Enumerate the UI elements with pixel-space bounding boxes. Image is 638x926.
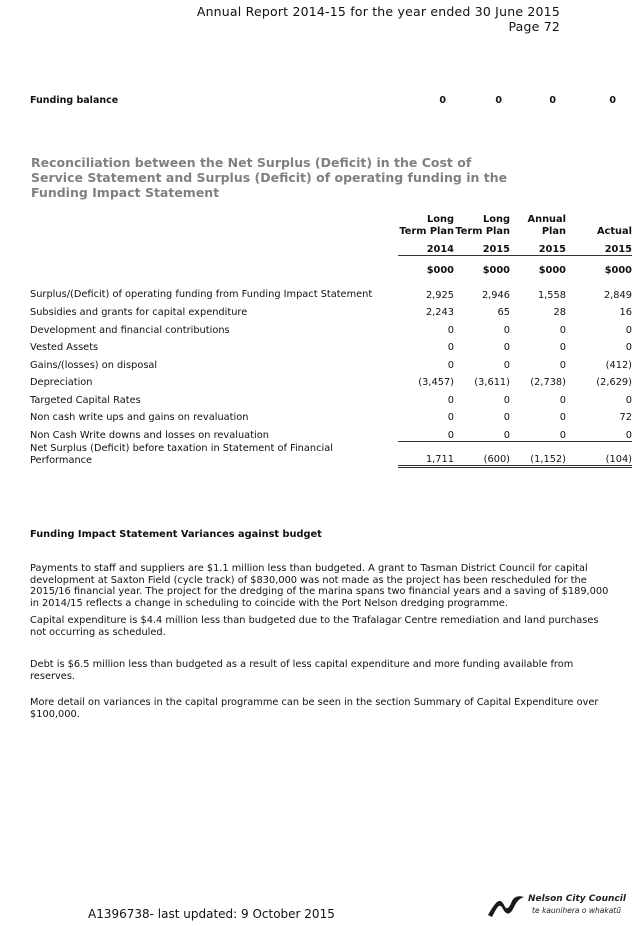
row-value: 0 — [559, 342, 566, 353]
row-value: (2,738) — [530, 377, 566, 388]
column-year-row — [30, 237, 632, 255]
reconciliation-table — [30, 201, 632, 468]
row-value: 1,711 — [398, 441, 454, 466]
column-head: Long Term Plan — [399, 214, 454, 237]
row-value: 0 — [503, 324, 510, 336]
row-label: Gains/(losses) on disposal — [30, 359, 158, 371]
row-value: 72 — [619, 412, 632, 423]
row-value: 0 — [447, 394, 454, 406]
row-label: Surplus/(Deficit) of operating funding from Funding Impact Statement — [30, 289, 373, 300]
table-row — [30, 276, 632, 301]
table-row — [30, 423, 632, 441]
column-year: 2014 — [398, 237, 454, 255]
column-unit: $000 — [426, 264, 454, 276]
row-value: (600) — [454, 441, 510, 466]
row-value: 0 — [625, 394, 632, 406]
variance-paragraph: Payments to staff and suppliers are $1.1 million less than budgeted. A grant to Tasman District Council for capital development at Saxton Field (cycle track) of $830,000 was not made as the project has been rescheduled for the 2015/16 financial year. The project for the dredging of the marina spans two financial years and a saving of $189,000 in 2014/15 reflects a change in scheduling to coincide with the Port Nelson dredging programme. — [30, 563, 609, 609]
table-row — [30, 388, 632, 406]
row-value: (1,152) — [510, 441, 566, 466]
table-row — [30, 318, 632, 336]
row-label: Depreciation — [30, 377, 93, 388]
funding-balance-value: 0 — [495, 95, 502, 106]
row-value: (412) — [605, 359, 632, 371]
council-logo-mark-icon — [486, 893, 526, 919]
report-title: Annual Report 2014-15 for the year ended 30 June 2015 — [196, 4, 560, 19]
row-value: 0 — [625, 342, 632, 353]
row-value: (3,457) — [418, 377, 454, 388]
row-value: 2,946 — [481, 289, 510, 301]
row-value: 0 — [503, 394, 510, 406]
column-year: 2015 — [566, 237, 632, 255]
row-value: 0 — [447, 342, 454, 353]
funding-balance-value: 0 — [439, 95, 446, 106]
reconciliation-title: Reconciliation between the Net Surplus (Deficit) in the Cost of Service Statement and Surplus (Deficit) of operating funding in the Funding Impact Statement — [31, 155, 508, 200]
row-value: 0 — [447, 412, 454, 423]
row-value: 16 — [619, 307, 632, 318]
row-value: 2,849 — [603, 289, 632, 301]
table-row — [30, 301, 632, 319]
column-head: Actual — [596, 225, 632, 237]
column-unit: $000 — [482, 264, 510, 276]
row-label: Net Surplus (Deficit) before taxation in Statement of Financial Performance — [30, 443, 333, 466]
column-head: Long Term Plan — [455, 214, 510, 237]
row-value: 0 — [566, 423, 632, 441]
table-row-total — [30, 441, 632, 466]
funding-balance-label: Funding balance — [30, 95, 119, 106]
row-value: 0 — [398, 423, 454, 441]
row-value: 2,925 — [425, 289, 454, 301]
column-unit: $000 — [604, 264, 632, 276]
column-year: 2015 — [510, 237, 566, 255]
row-value: 0 — [559, 324, 566, 336]
row-value: (3,611) — [474, 377, 510, 388]
variances-title: Funding Impact Statement Variances against budget — [30, 529, 322, 540]
council-logo — [486, 893, 626, 921]
row-value: 0 — [447, 359, 454, 371]
row-value: 0 — [503, 359, 510, 371]
row-value: 0 — [510, 423, 566, 441]
council-logo-name: Nelson City Council — [528, 894, 626, 904]
row-label: Vested Assets — [30, 342, 99, 353]
row-value: 0 — [559, 359, 566, 371]
row-value: 0 — [447, 324, 454, 336]
row-label: Non Cash Write downs and losses on revaluation — [30, 430, 269, 441]
row-value: 0 — [503, 342, 510, 353]
column-year: 2015 — [454, 237, 510, 255]
row-value: 65 — [497, 307, 510, 318]
row-value: 2,243 — [425, 307, 454, 318]
row-value: 28 — [553, 307, 566, 318]
document-reference: A1396738- last updated: 9 October 2015 — [88, 907, 335, 921]
page-header — [197, 4, 560, 34]
row-label: Development and financial contributions — [30, 324, 230, 336]
row-label: Non cash write ups and gains on revaluation — [30, 412, 249, 423]
council-logo-tagline: te kaunihera o whakatū — [532, 906, 621, 915]
funding-balance-value: 0 — [549, 95, 556, 106]
row-value: 0 — [559, 412, 566, 423]
row-value: 0 — [625, 324, 632, 336]
row-value: (2,629) — [596, 377, 632, 388]
row-value: 1,558 — [537, 289, 566, 301]
variance-paragraph: More detail on variances in the capital programme can be seen in the section Summary of Capital Expenditure over $100,000. — [30, 697, 599, 720]
table-row — [30, 353, 632, 371]
column-head-row — [30, 201, 632, 237]
table-row — [30, 406, 632, 424]
row-value: (104) — [566, 441, 632, 466]
row-label: Subsidies and grants for capital expenditure — [30, 307, 248, 318]
row-label: Targeted Capital Rates — [30, 394, 141, 406]
variance-paragraph: Debt is $6.5 million less than budgeted as a result of less capital expenditure and more funding available from reserves. — [30, 659, 574, 682]
variance-paragraph: Capital expenditure is $4.4 million less than budgeted due to the Trafalagar Centre remediation and land purchases not occurring as scheduled. — [30, 615, 599, 638]
column-unit-row — [30, 255, 632, 276]
row-value: 0 — [559, 394, 566, 406]
column-head: Annual Plan — [527, 214, 566, 237]
row-value: 0 — [454, 423, 510, 441]
table-row — [30, 371, 632, 389]
table-row — [30, 336, 632, 354]
funding-balance-value: 0 — [609, 95, 616, 106]
page-number: Page 72 — [508, 19, 560, 34]
row-value: 0 — [503, 412, 510, 423]
column-unit: $000 — [538, 264, 566, 276]
